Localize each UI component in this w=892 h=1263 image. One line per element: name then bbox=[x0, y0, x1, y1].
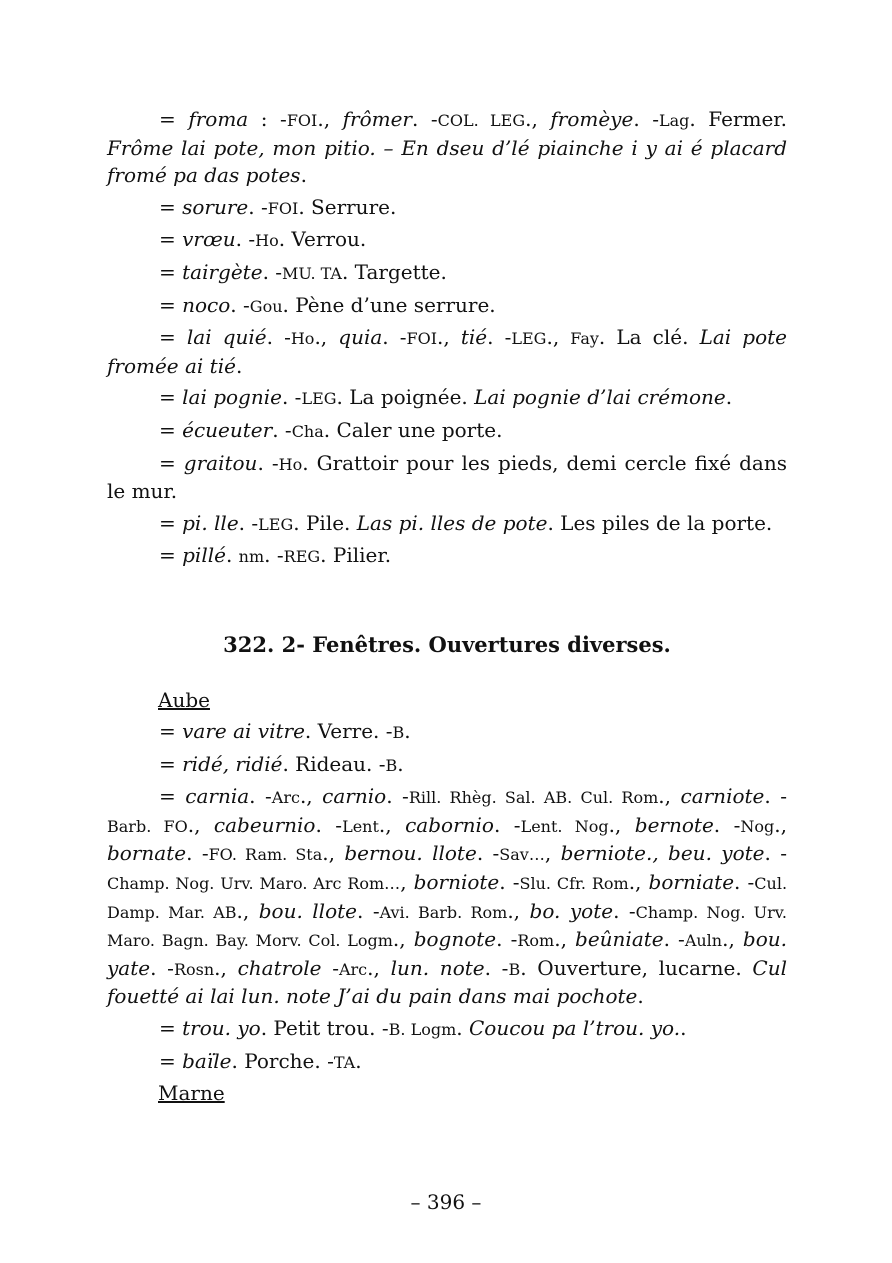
section-heading: 322. 2- Fenêtres. Ouvertures diverses. bbox=[223, 631, 671, 657]
entries_top-entry: = vrœu. -Ho. Verrou. bbox=[159, 227, 367, 252]
region-label-aube: Aube bbox=[158, 687, 210, 712]
region-label-marne: Marne bbox=[158, 1081, 225, 1106]
entries_top-entry: = graitou. -Ho. Grattoir pour les pieds, demi cercle fixé dans le mur. bbox=[107, 450, 787, 504]
page-number: – 396 – bbox=[410, 1190, 482, 1214]
entries_top-entry: = noco. -Gou. Pène d’une serrure. bbox=[159, 292, 496, 317]
entries-doors bbox=[107, 106, 787, 571]
entries_top-entry: = écueuter. -Cha. Caler une porte. bbox=[159, 417, 503, 442]
entries_aube-entry: = vare ai vitre. Verre. -B. bbox=[159, 719, 411, 744]
page-body bbox=[107, 106, 787, 1112]
entries-aube bbox=[107, 718, 787, 1076]
entries_top-entry: = lai quié. -Ho., quia. -FOI., tié. -LEG., Fay. La clé. Lai pote fromée ai tié. bbox=[107, 325, 787, 378]
entries_top-entry: = froma : -FOI., frômer. -COL. LEG., fromèye. -Lag. Fermer. Frôme lai pote, mon pitio. – En dseu d’lé piainche i y ai é placard fromé pa das potes. bbox=[107, 107, 788, 188]
entries_top-entry: = pi. lle. -LEG. Pile. Las pi. lles de pote. Les piles de la porte. bbox=[159, 510, 773, 535]
entries_aube-entry: = ridé, ridié. Rideau. -B. bbox=[159, 751, 404, 776]
entries_aube-entry: = trou. yo. Petit trou. -B. Logm. Coucou pa l’trou. yo.. bbox=[159, 1016, 687, 1041]
entries_aube-entry: = carnia. -Arc., carnio. -Rill. Rhèg. Sal. AB. Cul. Rom., carniote. -Barb. FO., cabeurnio. -Lent., cabornio. -Lent. Nog., bernote. -Nog., bornate. -FO. Ram. Sta., bernou. llote. -Sav…, berniote., beu. yote. -Champ. Nog. Urv. Maro. Arc Rom…, borniote. -Slu. Cfr. Rom., borniate. -Cul. Damp. Mar. AB., bou. llote. -Avi. Barb. Rom., bo. yote. -Champ. Nog. Urv. Maro. Bagn. Bay. Morv. Col. Logm., bognote. -Rom., beûniate. -Auln., bou. yate. -Rosn., chatrole -Arc., lun. note. -B. Ouverture, lucarne. Cul fouetté ai lai lun. note J’ai du pain dans mai pochote. bbox=[107, 784, 788, 1009]
entries_top-entry: = lai pognie. -LEG. La poignée. Lai pognie d’lai crémone. bbox=[159, 385, 733, 410]
entries_top-entry: = sorure. -FOI. Serrure. bbox=[159, 194, 397, 219]
entries_top-entry: = pillé. nm. -REG. Pilier. bbox=[159, 543, 392, 568]
entries_top-entry: = tairgète. -MU. TA. Targette. bbox=[159, 259, 447, 284]
entries_aube-entry: = baïle. Porche. -TA. bbox=[159, 1048, 362, 1073]
